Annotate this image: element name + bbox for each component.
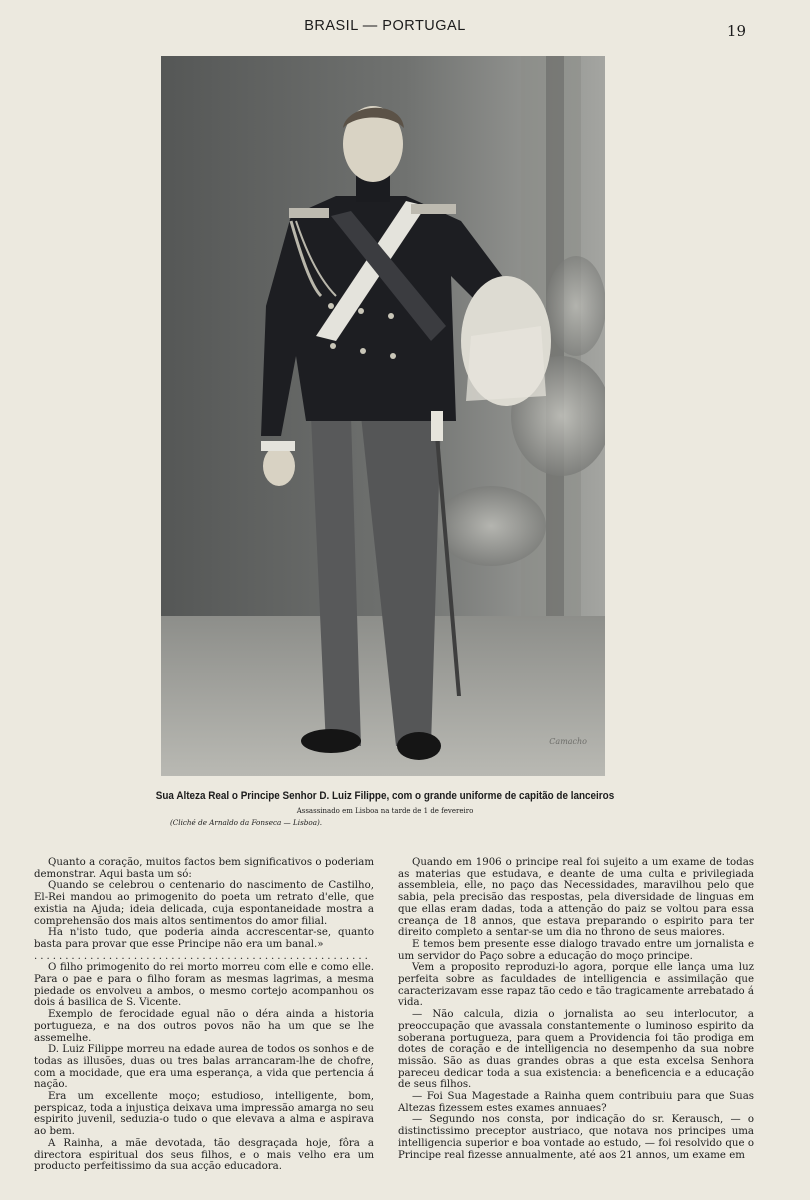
paragraph: Quando se celebrou o centenario do nascimento de Castilho, El-Rei mandou ao primogenito do poeta um retrato d'elle, que existia na Ajuda; ideia delicada, cuja espontaneidade mostra a comprehensão dos mais altos sentimentos do amor filial.: [34, 880, 374, 927]
paragraph: — Foi Sua Magestade a Rainha quem contribuiu para que Suas Altezas fizessem estes exames annuaes?: [398, 1091, 754, 1114]
paragraph: Ha n'isto tudo, que poderia ainda accrescentar-se, quanto basta para provar que esse Principe não era um banal.»: [34, 927, 374, 950]
paragraph: — Segundo nos consta, por indicação do sr. Kerausch, — o distinctissimo preceptor austriaco, que notava nos principes uma intelligencia superior e boa vontade ao estudo, — foi resolvido que o Principe real fizesse annualmente, até aos 21 annos, um exame em: [398, 1114, 754, 1161]
paragraph: — Não calcula, dizia o jornalista ao seu interlocutor, a preoccupação que avassala constantemente o luminoso espirito da soberana portugueza, para quem a Providencia foi tão prodiga em dotes de coração e de intelligencia no desempenho da sua nobre missão. São as duas grandes obras a que esta excelsa Senhora pareceu dedicar toda a sua existencia: a beneficencia e a educação de seus filhos.: [398, 1009, 754, 1091]
dotted-separator: ......................................................: [34, 950, 371, 962]
left-column: [34, 857, 374, 1173]
caption-subtitle: Assassinado em Lisboa na tarde de 1 de fevereiro: [296, 807, 474, 815]
paragraph: Exemplo de ferocidade egual não o déra ainda a historia portugueza, e na dos outros povos não ha um que se lhe assemelhe.: [34, 1009, 374, 1044]
paragraph: A Rainha, a mãe devotada, tão desgraçada hoje, fôra a directora espiritual dos seus filhos, e o mais velho era um producto perfeitissimo da sua acção educadora.: [34, 1137, 374, 1173]
page-header: [0, 18, 810, 42]
right-column: [398, 857, 754, 1161]
portrait-photo: [161, 56, 605, 776]
page-number: 19: [726, 22, 746, 40]
photographer-signature: Camacho: [549, 737, 587, 746]
running-title: BRASIL — PORTUGAL: [304, 18, 466, 34]
paragraph: Vem a proposito reproduzi-lo agora, porque elle lança uma luz perfeita sobre as faculdades de intelligencia e assimilação que caracterizavam esse rapaz tão cedo e tão tragicamente arrebatado á vida.: [398, 962, 754, 1009]
caption-title: Sua Alteza Real o Principe Senhor D. Luiz Filippe, com o grande uniforme de capitão de lanceiros: [155, 790, 615, 802]
paragraph: Era um excellente moço; estudioso, intelligente, bom, perspicaz, toda a injustiça deixava uma impressão amarga no seu espirito juvenil, seduzia-o tudo o que elevava a alma e aspirava ao bem.: [34, 1091, 374, 1138]
paragraph: Quando em 1906 o principe real foi sujeito a um exame de todas as materias que estudava, e deante de uma culta e privilegiada assembleia, elle, no paço das Necessidades, maravilhou pelo que sabia, pela precisão das respostas, pela diversidade de linguas em que ellas eram dadas, toda a attenção do paiz se voltou para essa creança de 18 annos, que estava preparando o espirito para ter direito completo a sentar-se um dia no throno de seus maiores.: [398, 857, 754, 939]
portrait-illustration: [161, 56, 605, 776]
paragraph: Quanto a coração, muitos factos bem significativos o poderiam demonstrar. Aqui basta um só:: [34, 857, 374, 880]
paragraph: D. Luiz Filippe morreu na edade aurea de todos os sonhos e de todas as illusões, duas ou tres balas arrancaram-lhe de chofre, com a mocidade, que era uma esperança, a vida que pertencia á nação.: [34, 1044, 374, 1091]
photo-credit: (Cliché de Arnaldo da Fonseca — Lisboa).: [170, 818, 323, 827]
paragraph: E temos bem presente esse dialogo travado entre um jornalista e um servidor do Paço sobre a educação do moço principe.: [398, 938, 754, 962]
paragraph: O filho primogenito do rei morto morreu com elle e como elle. Para o pae e para o filho foram as mesmas lagrimas, a mesma piedade os envolveu a ambos, o mesmo cortejo acompanhou os dois á basilica de S. Vicente.: [34, 962, 374, 1009]
